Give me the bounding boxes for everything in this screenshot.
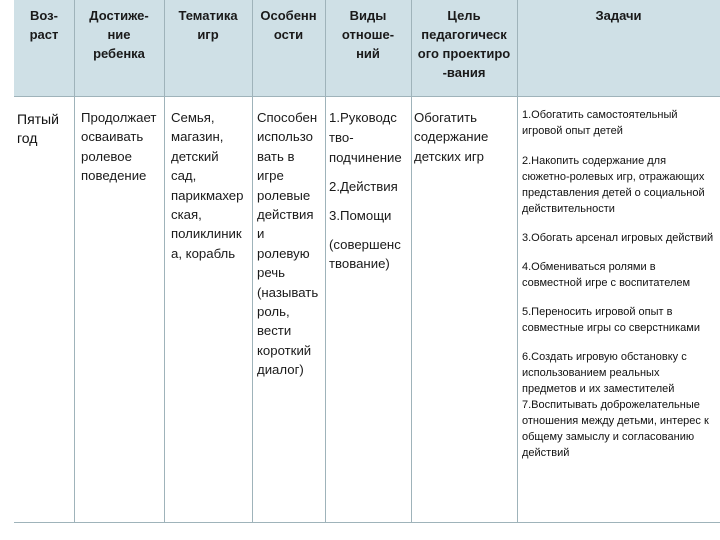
- text-line: ролевое: [81, 148, 132, 164]
- curriculum-table: [14, 0, 720, 523]
- task-item: 7.Воспитывать доброжелательные отношения между детьми, интерес к общему замыслу и согласованию действий: [522, 399, 709, 459]
- task-item: 3.Обогать арсенал игровых действий: [522, 232, 714, 244]
- cell-themes: [171, 108, 243, 263]
- header-features: Особенн ости: [260, 8, 317, 42]
- text-line: твование): [329, 256, 390, 271]
- text-line: Способен: [257, 110, 318, 125]
- cell-tasks: [522, 107, 716, 461]
- text-line: короткий: [257, 342, 312, 358]
- text-line: магазин,: [171, 129, 224, 145]
- cell-goal: [414, 108, 488, 166]
- relation-3: 3.Помощи: [329, 208, 392, 223]
- text-line: действия: [257, 207, 314, 223]
- text-line: ролевые: [257, 187, 311, 203]
- header-relations: Виды отноше- ний: [341, 8, 395, 61]
- text-line: подчинение: [329, 150, 402, 165]
- text-line: игре: [257, 168, 284, 184]
- text-line: а, корабль: [171, 245, 236, 261]
- text-line: детских игр: [414, 148, 484, 164]
- task-item: 6.Создать игровую обстановку с использованием реальных предметов и их заместителей: [522, 351, 687, 395]
- cell-age: Пятый год: [17, 111, 59, 146]
- text-line: детский: [171, 148, 219, 164]
- text-line: (совершенс: [329, 237, 401, 252]
- text-line: использо: [257, 129, 313, 145]
- cell-achievements: [81, 108, 156, 186]
- relation-1: 1.Руководс: [329, 110, 397, 125]
- text-line: диалог): [257, 362, 304, 378]
- col-divider: [517, 0, 518, 523]
- text-line: парикмахер: [171, 187, 244, 203]
- text-line: Продолжает: [81, 110, 157, 125]
- text-line: роль,: [257, 304, 290, 320]
- task-item: 2.Накопить содержание для сюжетно-ролевых игр, отражающих представления детей о социальной действительности: [522, 155, 705, 215]
- col-divider: [252, 0, 253, 523]
- text-line: ская,: [171, 207, 202, 223]
- text-line: вести: [257, 323, 292, 339]
- text-line: вать в: [257, 148, 295, 164]
- table-bottom-border: [14, 522, 720, 523]
- text-line: Обогатить: [414, 110, 478, 125]
- header-goal: Цель педагогическ ого проектиро -вания: [417, 8, 511, 80]
- task-item: 4.Обмениваться ролями в совместной игре с воспитателем: [522, 261, 691, 289]
- text-line: речь: [257, 265, 285, 281]
- col-divider: [325, 0, 326, 523]
- header-divider: [14, 96, 720, 97]
- header-achievements: Достиже- ние ребенка: [89, 8, 149, 61]
- col-divider: [74, 0, 75, 523]
- text-line: сад,: [171, 168, 197, 184]
- text-line: ролевую: [257, 245, 310, 261]
- text-line: поликлиник: [171, 226, 242, 242]
- text-line: Семья,: [171, 110, 215, 125]
- text-line: содержание: [414, 129, 489, 145]
- header-themes: Тематика игр: [178, 8, 238, 42]
- text-line: (называть: [257, 284, 319, 300]
- text-line: поведение: [81, 168, 147, 184]
- task-item: 5.Переносить игровой опыт в совместные игры со сверстниками: [522, 306, 700, 334]
- col-divider: [164, 0, 165, 523]
- header-age: Воз- раст: [29, 8, 59, 42]
- text-line: и: [257, 226, 265, 242]
- header-tasks: Задачи: [595, 8, 642, 23]
- relation-2: 2.Действия: [329, 179, 398, 194]
- text-line: осваивать: [81, 129, 144, 145]
- cell-features: [257, 108, 318, 380]
- text-line: тво-: [329, 130, 354, 145]
- task-item: 1.Обогатить самостоятельный игровой опыт детей: [522, 109, 678, 137]
